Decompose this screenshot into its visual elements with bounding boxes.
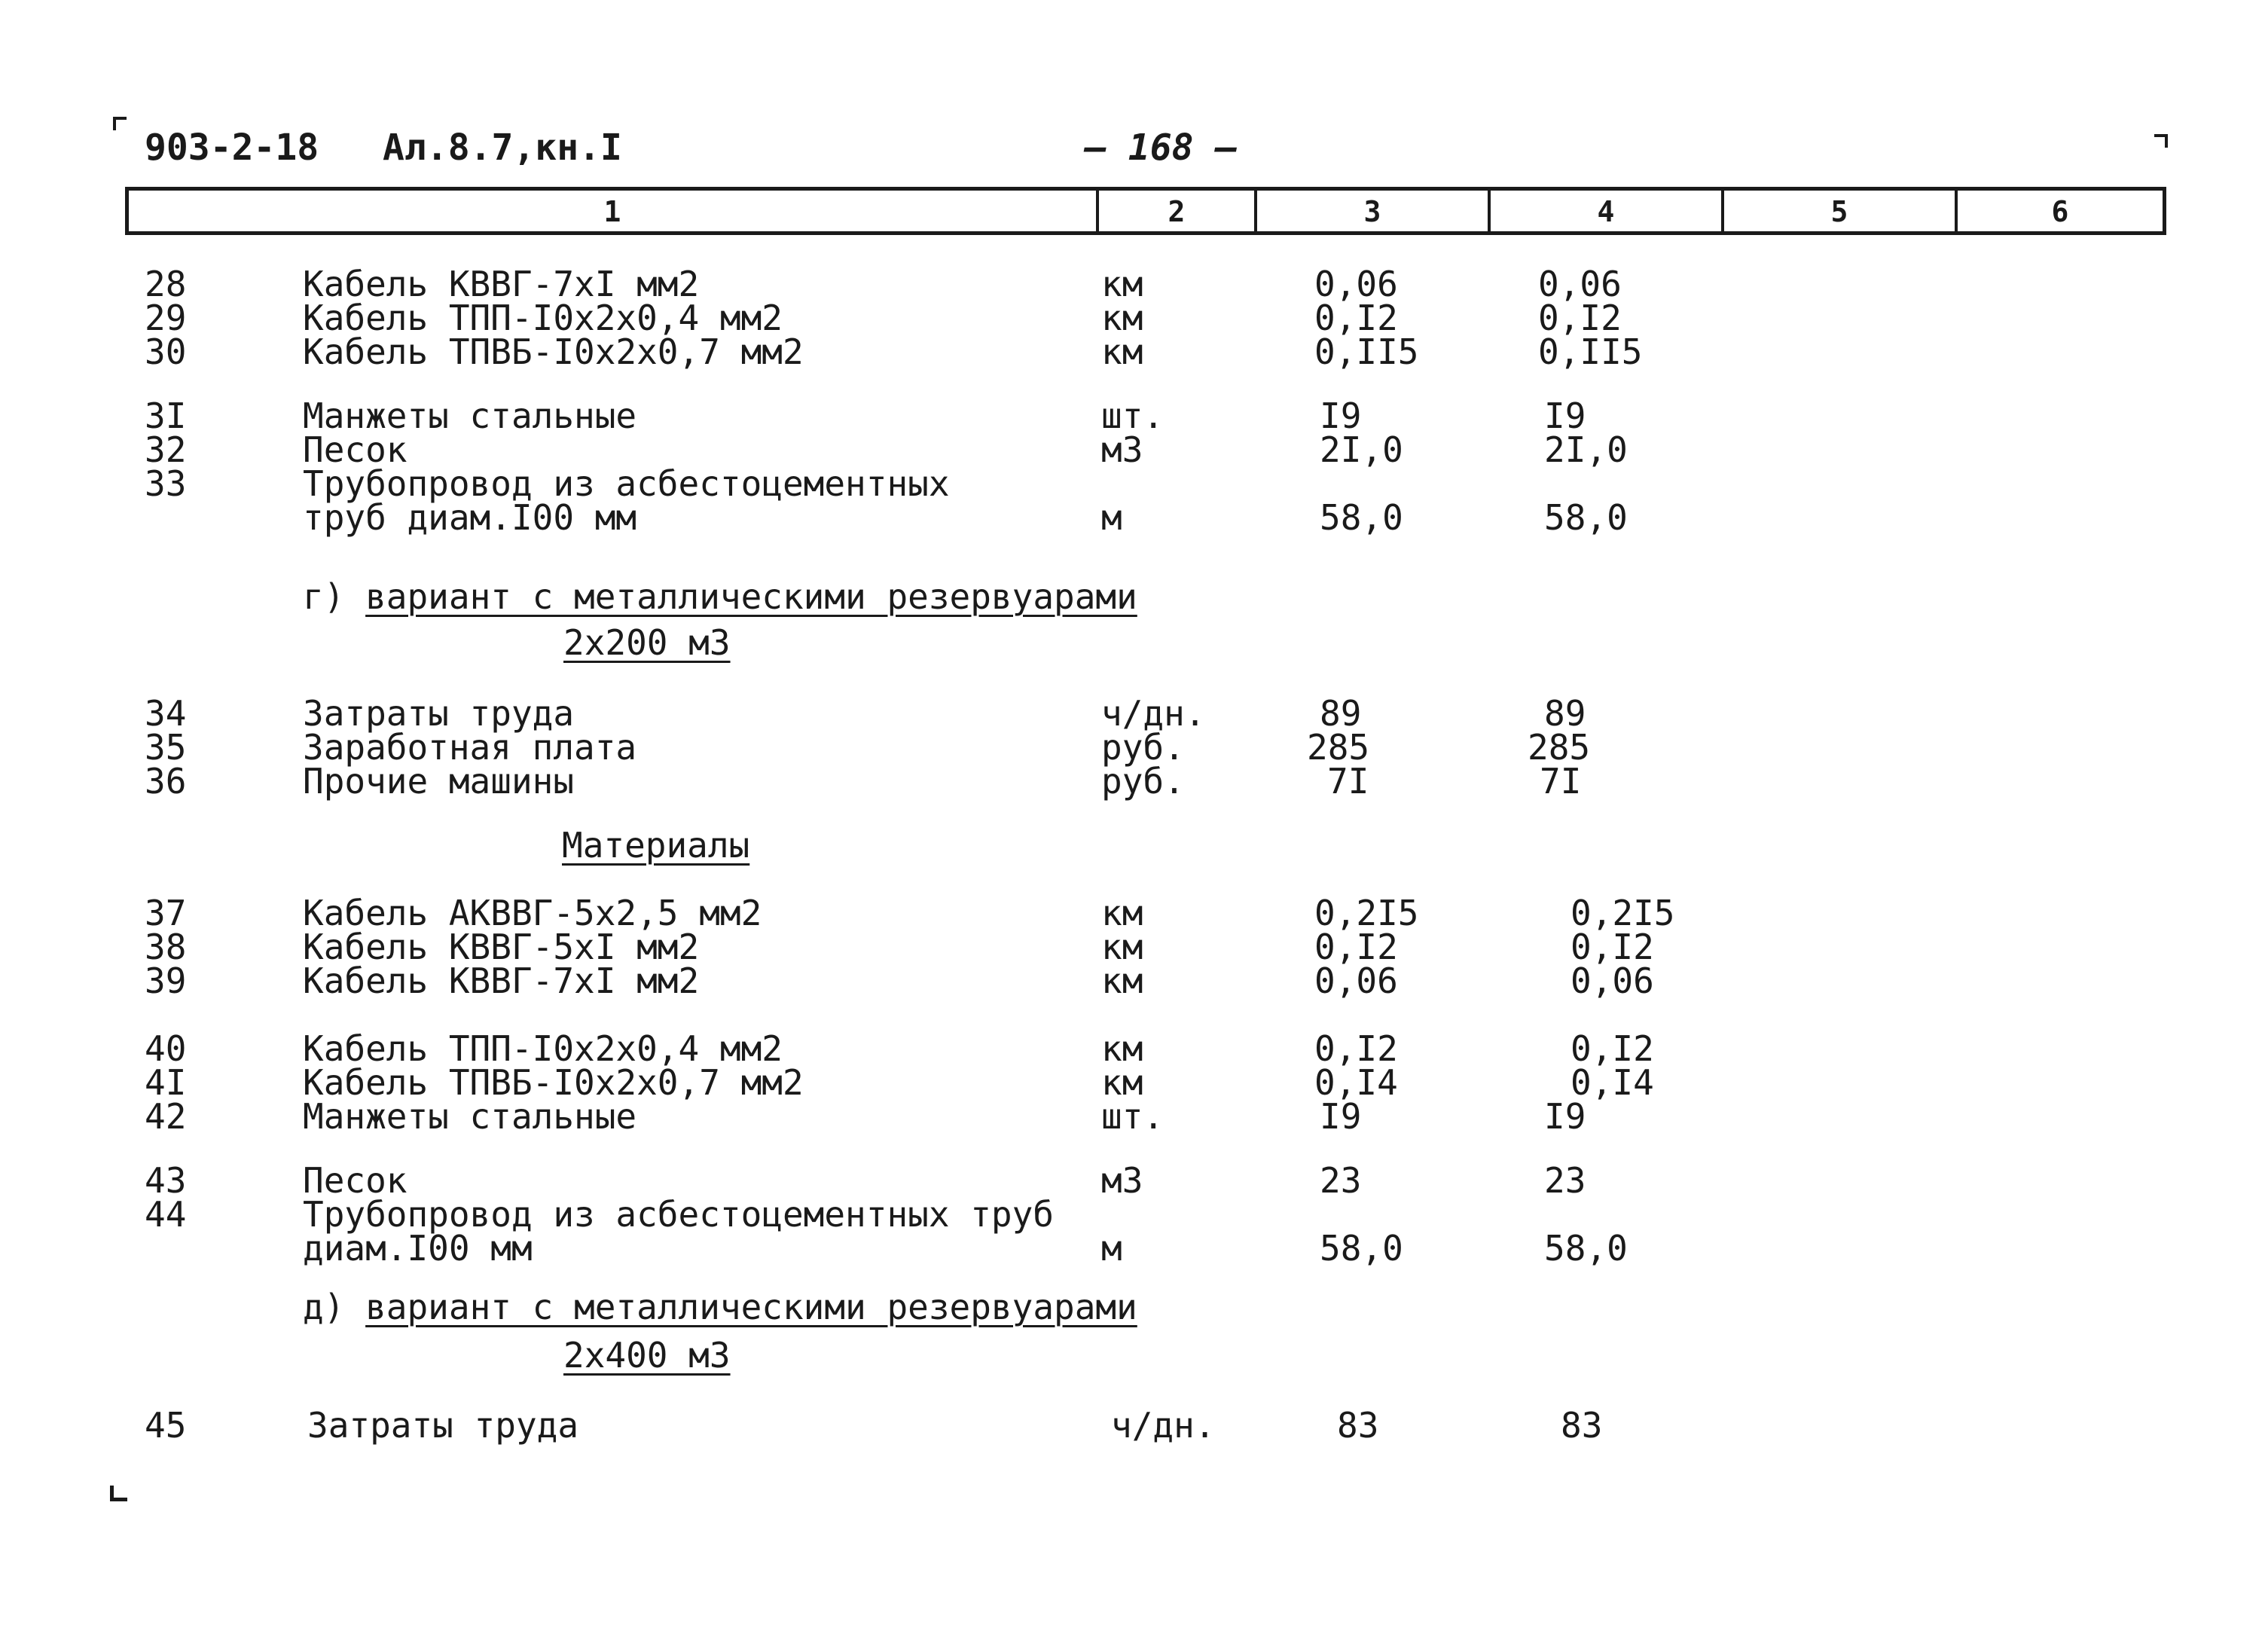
- column-number-6: 6: [2051, 195, 2069, 228]
- row-col3-value: 0,06: [1314, 960, 1398, 1001]
- row-col4-value: 0,I2: [1538, 298, 1622, 338]
- row-col3-value: 7I: [1327, 761, 1369, 802]
- section-subtitle: 2х200 м3: [563, 622, 731, 663]
- section-heading-d: [303, 1287, 1137, 1327]
- section-title: вариант с металлическими резервуарами: [365, 576, 1137, 617]
- table-row: [0, 1160, 2268, 1201]
- row-col3-value: 0,II5: [1314, 331, 1419, 372]
- row-name: Манжеты стальные: [303, 395, 637, 436]
- row-col4-value: 0,2I5: [1571, 893, 1675, 933]
- row-number: 44: [145, 1194, 187, 1235]
- table-row: [0, 298, 2268, 338]
- row-col3-value: 2I,0: [1320, 429, 1403, 470]
- table-row: [0, 761, 2268, 802]
- row-unit: км: [1101, 927, 1143, 967]
- table-row: [0, 893, 2268, 933]
- row-unit: м: [1101, 497, 1122, 538]
- row-col4-value: 83: [1561, 1405, 1603, 1446]
- row-name: Кабель КВВГ-7хI мм2: [303, 960, 700, 1001]
- row-name: Заработная плата: [303, 727, 637, 768]
- section-prefix: д): [303, 1287, 345, 1327]
- row-col4-value: 0,I4: [1571, 1062, 1654, 1103]
- row-unit: ч/дн.: [1111, 1405, 1216, 1446]
- row-unit: км: [1101, 264, 1143, 304]
- row-col4-value: 58,0: [1544, 497, 1628, 538]
- row-name: Кабель КВВГ-7хI мм2: [303, 264, 700, 304]
- row-name: Кабель АКВВГ-5х2,5 мм2: [303, 893, 762, 933]
- row-col3-value: 58,0: [1320, 497, 1403, 538]
- row-name: Кабель ТПВБ-I0х2х0,7 мм2: [303, 1062, 804, 1103]
- row-unit: руб.: [1101, 761, 1185, 802]
- row-name: Кабель ТПВБ-I0х2х0,7 мм2: [303, 331, 804, 372]
- row-col3-value: 0,06: [1314, 264, 1398, 304]
- table-row: [0, 1096, 2268, 1137]
- document-code: 903-2-18: [145, 127, 319, 169]
- row-unit: шт.: [1101, 1096, 1165, 1137]
- table-row: [0, 960, 2268, 1001]
- row-number: 39: [145, 960, 187, 1001]
- row-col4-value: 0,06: [1538, 264, 1622, 304]
- column-number-5: 5: [1830, 195, 1848, 228]
- row-unit: м: [1101, 1228, 1122, 1269]
- section-subtitle: 2х400 м3: [563, 1335, 731, 1376]
- corner-mark-top-left: [113, 117, 127, 130]
- row-number: 43: [145, 1160, 187, 1201]
- materials-heading: Материалы: [562, 825, 750, 866]
- row-name: Песок: [303, 429, 408, 470]
- row-col3-value: 23: [1320, 1160, 1362, 1201]
- row-col3-value: 89: [1320, 693, 1362, 734]
- row-col3-value: I9: [1320, 395, 1362, 436]
- row-unit: шт.: [1101, 395, 1165, 436]
- column-number-4: 4: [1597, 195, 1615, 228]
- row-name: Кабель ТПП-I0х2х0,4 мм2: [303, 1028, 783, 1069]
- column-number-2: 2: [1168, 195, 1186, 228]
- row-col3-value: 58,0: [1320, 1228, 1403, 1269]
- table-row: [0, 395, 2268, 436]
- row-number: 36: [145, 761, 187, 802]
- row-name: Затраты труда: [303, 693, 575, 734]
- page-number: — 168 —: [1085, 127, 1238, 169]
- table-row: [0, 1405, 2268, 1446]
- row-number: 45: [145, 1405, 187, 1446]
- row-number: 35: [145, 727, 187, 768]
- table-row: [0, 264, 2268, 304]
- table-row: [0, 331, 2268, 372]
- row-col4-value: 0,II5: [1538, 331, 1643, 372]
- row-col3-value: 0,I2: [1314, 298, 1398, 338]
- row-number: 4I: [145, 1062, 187, 1103]
- row-number: 38: [145, 927, 187, 967]
- row-number: 33: [145, 463, 187, 504]
- row-name: Трубопровод из асбестоцементных: [303, 463, 950, 504]
- album-reference: Ал.8.7,кн.I: [383, 127, 622, 169]
- row-col3-value: I9: [1320, 1096, 1362, 1137]
- row-col4-value: 7I: [1540, 761, 1582, 802]
- row-unit: м3: [1101, 1160, 1143, 1201]
- table-row: [0, 1028, 2268, 1069]
- row-number: 34: [145, 693, 187, 734]
- row-number: 37: [145, 893, 187, 933]
- row-name: Трубопровод из асбестоцементных труб: [303, 1194, 1054, 1235]
- row-col4-value: I9: [1544, 1096, 1586, 1137]
- row-unit: м3: [1101, 429, 1143, 470]
- row-number: 29: [145, 298, 187, 338]
- section-prefix: г): [303, 576, 345, 617]
- row-number: 32: [145, 429, 187, 470]
- row-col3-value: 0,2I5: [1314, 893, 1419, 933]
- table-row: [0, 463, 2268, 504]
- section-heading-g: [303, 576, 1137, 617]
- row-col4-value: 0,I2: [1571, 927, 1654, 967]
- table-row: [0, 1194, 2268, 1235]
- row-col4-value: 23: [1544, 1160, 1586, 1201]
- row-name: Манжеты стальные: [303, 1096, 637, 1137]
- row-name: Кабель ТПП-I0х2х0,4 мм2: [303, 298, 783, 338]
- row-name: Прочие машины: [303, 761, 575, 802]
- row-number: 40: [145, 1028, 187, 1069]
- row-unit: км: [1101, 893, 1143, 933]
- row-col3-value: 83: [1337, 1405, 1379, 1446]
- row-unit: км: [1101, 1028, 1143, 1069]
- section-title: вариант с металлическими резервуарами: [365, 1287, 1137, 1327]
- row-name: Песок: [303, 1160, 408, 1201]
- row-unit: км: [1101, 298, 1143, 338]
- row-col4-value: 89: [1544, 693, 1586, 734]
- column-header-bar: [125, 187, 2166, 235]
- row-col4-value: 58,0: [1544, 1228, 1628, 1269]
- corner-mark-bottom-left: [110, 1486, 127, 1501]
- table-row-continuation: [0, 1228, 2268, 1269]
- column-number-3: 3: [1363, 195, 1381, 228]
- column-number-1: 1: [603, 195, 621, 228]
- row-number: 42: [145, 1096, 187, 1137]
- row-col4-value: 0,06: [1571, 960, 1654, 1001]
- table-row-continuation: [0, 497, 2268, 538]
- corner-mark-top-right: [2154, 134, 2168, 148]
- row-number: 28: [145, 264, 187, 304]
- row-unit: ч/дн.: [1101, 693, 1206, 734]
- row-name: диам.I00 мм: [303, 1228, 533, 1269]
- row-name: Кабель КВВГ-5хI мм2: [303, 927, 700, 967]
- row-name: труб диам.I00 мм: [303, 497, 637, 538]
- row-col4-value: 2I,0: [1544, 429, 1628, 470]
- row-col3-value: 0,I4: [1314, 1062, 1398, 1103]
- row-unit: км: [1101, 960, 1143, 1001]
- row-number: 3I: [145, 395, 187, 436]
- table-row: [0, 1062, 2268, 1103]
- row-unit: км: [1101, 331, 1143, 372]
- row-col4-value: I9: [1544, 395, 1586, 436]
- row-col3-value: 0,I2: [1314, 1028, 1398, 1069]
- row-name: Затраты труда: [307, 1405, 579, 1446]
- row-col4-value: 285: [1528, 727, 1591, 768]
- table-row: [0, 693, 2268, 734]
- row-unit: руб.: [1101, 727, 1185, 768]
- row-col4-value: 0,I2: [1571, 1028, 1654, 1069]
- row-unit: км: [1101, 1062, 1143, 1103]
- table-row: [0, 429, 2268, 470]
- row-col3-value: 0,I2: [1314, 927, 1398, 967]
- table-row: [0, 727, 2268, 768]
- table-row: [0, 927, 2268, 967]
- row-col3-value: 285: [1307, 727, 1370, 768]
- row-number: 30: [145, 331, 187, 372]
